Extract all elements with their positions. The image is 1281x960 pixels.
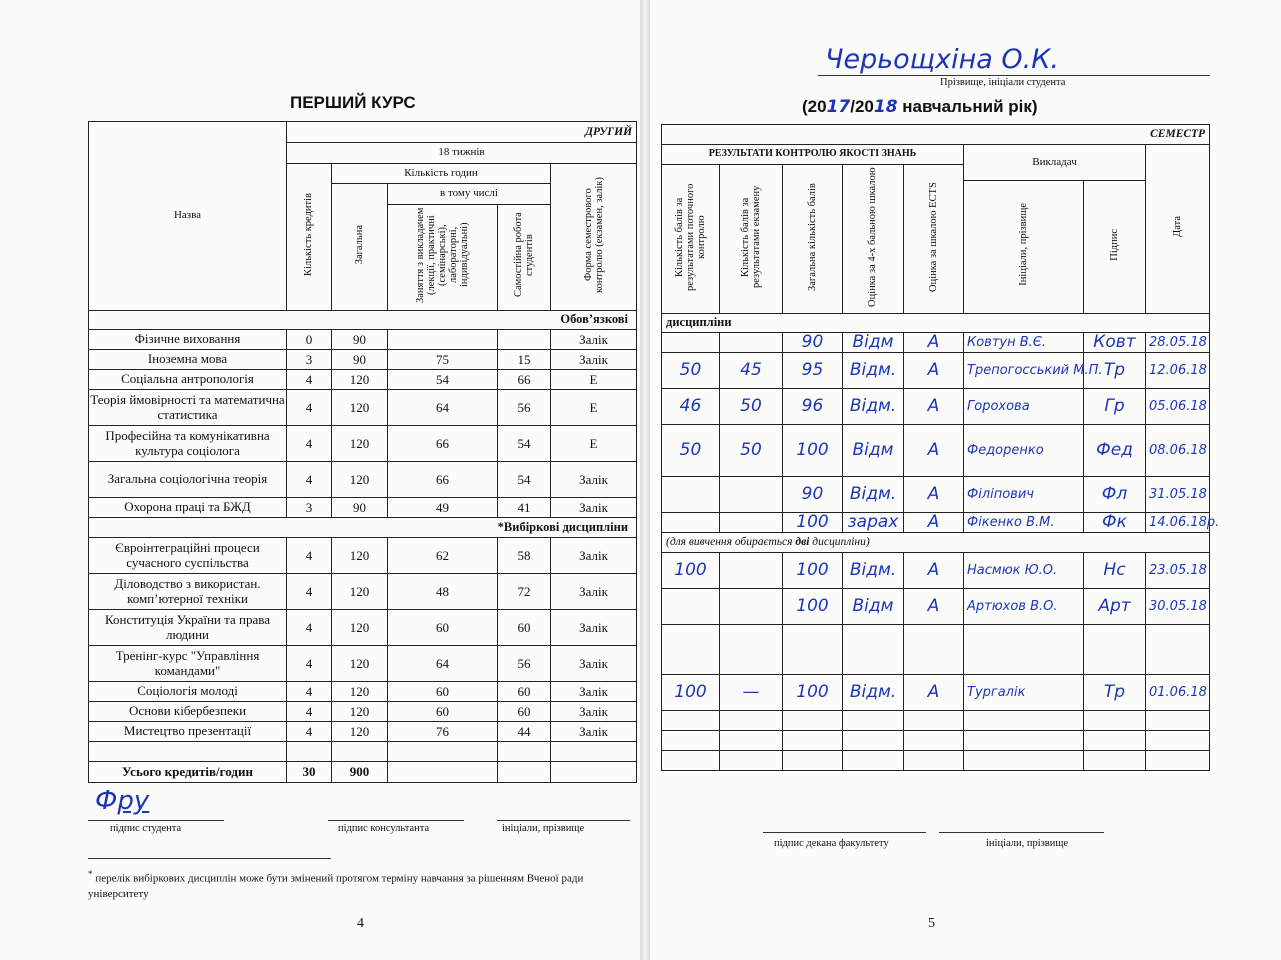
self-work-header: Самостійна робота студентів xyxy=(512,212,535,298)
results-row xyxy=(662,553,1210,589)
elective-note-a: (для вивчення обирається xyxy=(666,536,796,549)
results-row xyxy=(662,751,1210,771)
total-points-cell: 95 xyxy=(783,353,843,389)
signature-line-dean xyxy=(763,832,926,833)
current-points-cell: 100 xyxy=(662,553,720,589)
page-number-right: 5 xyxy=(928,916,935,931)
signature-line-consultant xyxy=(328,820,464,821)
classes-hours-cell xyxy=(388,330,498,350)
total-points-cell: 90 xyxy=(783,333,843,353)
self-work-cell: 44 xyxy=(498,722,551,742)
results-row xyxy=(662,513,1210,533)
results-row xyxy=(662,675,1210,711)
subject-name: Іноземна мова xyxy=(89,350,287,370)
control-form-cell: Залік xyxy=(551,722,637,742)
total-hours-cell: 120 xyxy=(332,646,388,682)
teacher-name-cell: Філіпович xyxy=(964,477,1084,513)
teacher-name-cell: Федоренко xyxy=(964,425,1084,477)
year-end: 18 xyxy=(873,97,898,117)
date-cell xyxy=(1146,731,1210,751)
classes-hours-cell: 66 xyxy=(388,462,498,498)
date-cell: 14.06.18р. xyxy=(1146,513,1210,533)
self-work-cell: 60 xyxy=(498,682,551,702)
control-form-header: Форма семестрового контролю (екзамен, залік) xyxy=(582,176,605,293)
teacher-name-cell: Горохова xyxy=(964,389,1084,425)
results-row xyxy=(662,625,1210,675)
date-cell xyxy=(1146,625,1210,675)
ects-cell: А xyxy=(904,425,964,477)
signature-cell: Фед xyxy=(1084,425,1146,477)
total-points-cell: 100 xyxy=(783,553,843,589)
total-points-cell: 100 xyxy=(783,513,843,533)
subject-name: Конституція України та права людини xyxy=(89,610,287,646)
classes-header: Заняття з викладачем (лекції, практичні (семінарські), лабораторні, індивідуальні) xyxy=(414,207,471,303)
total-hours-cell: 90 xyxy=(332,330,388,350)
grade-cell xyxy=(843,625,904,675)
ects-cell: А xyxy=(904,675,964,711)
teacher-name-cell: Ковтун В.Є. xyxy=(964,333,1084,353)
student-name-caption: Прізвище, ініціали студента xyxy=(940,77,1066,88)
credits-cell: 4 xyxy=(287,702,332,722)
curriculum-row xyxy=(89,350,637,370)
curriculum-row xyxy=(89,462,637,498)
course-title: ПЕРШИЙ КУРС xyxy=(290,93,416,112)
teacher-name-cell xyxy=(964,711,1084,731)
hours-header: Кількість годин xyxy=(332,164,551,184)
exam-points-cell xyxy=(720,625,783,675)
current-points-cell xyxy=(662,333,720,353)
classes-hours-cell: 54 xyxy=(388,370,498,390)
results-row xyxy=(662,731,1210,751)
grade-cell: Відм. xyxy=(843,675,904,711)
caption-initials: ініціали, прізвище xyxy=(502,823,585,834)
grade-cell xyxy=(843,751,904,771)
curriculum-table xyxy=(88,121,637,783)
signature-line-dean-initials xyxy=(939,832,1104,833)
ects-cell xyxy=(904,731,964,751)
elective-note-c: дисципліни) xyxy=(809,536,870,549)
total-points-cell: 100 xyxy=(783,589,843,625)
current-points-cell xyxy=(662,751,720,771)
results-table xyxy=(661,124,1220,771)
ects-cell xyxy=(904,751,964,771)
results-row xyxy=(662,589,1210,625)
grade-cell: Відм xyxy=(843,589,904,625)
subject-name: Мистецтво презентації xyxy=(89,722,287,742)
caption-student: підпис студента xyxy=(110,823,182,834)
date-cell: 30.05.18 xyxy=(1146,589,1210,625)
curriculum-row xyxy=(89,498,637,518)
self-work-cell: 54 xyxy=(498,462,551,498)
curriculum-row xyxy=(89,390,637,426)
total-hours-cell: 120 xyxy=(332,462,388,498)
subject-name: Соціологія молоді xyxy=(89,682,287,702)
credits-cell: 4 xyxy=(287,426,332,462)
current-points-cell: 50 xyxy=(662,425,720,477)
student-name: Черьощхіна О.К. xyxy=(825,44,1059,75)
caption-dean: підпис декана факультету xyxy=(774,838,889,849)
ects-cell: А xyxy=(904,477,964,513)
credits-cell: 4 xyxy=(287,610,332,646)
date-cell: 08.06.18 xyxy=(1146,425,1210,477)
teacher-name-cell: Артюхов В.О. xyxy=(964,589,1084,625)
grade-cell: Відм xyxy=(843,333,904,353)
right-page xyxy=(650,0,1281,960)
date-cell: 05.06.18 xyxy=(1146,389,1210,425)
exam-points-cell xyxy=(720,553,783,589)
grade-cell: Відм xyxy=(843,425,904,477)
signature-cell xyxy=(1084,625,1146,675)
student-signature: Фру xyxy=(95,786,150,816)
control-form-cell: Залік xyxy=(551,498,637,518)
classes-hours-cell: 48 xyxy=(388,574,498,610)
classes-hours-cell: 64 xyxy=(388,390,498,426)
current-points-cell xyxy=(662,711,720,731)
credits-cell: 4 xyxy=(287,646,332,682)
self-work-cell: 60 xyxy=(498,610,551,646)
control-form-cell: Залік xyxy=(551,574,637,610)
credits-cell: 4 xyxy=(287,682,332,702)
self-work-cell: 56 xyxy=(498,646,551,682)
signature-header: Підпис xyxy=(1108,228,1120,261)
curriculum-row xyxy=(89,574,637,610)
credits-cell: 0 xyxy=(287,330,332,350)
signature-cell xyxy=(1084,731,1146,751)
curriculum-row xyxy=(89,426,637,462)
curriculum-row xyxy=(89,610,637,646)
current-points-cell xyxy=(662,625,720,675)
teacher-name-cell xyxy=(964,731,1084,751)
total-hours-cell: 120 xyxy=(332,370,388,390)
totals-label: Усього кредитів/годин xyxy=(89,762,287,783)
credits-cell: 4 xyxy=(287,538,332,574)
current-points-cell: 46 xyxy=(662,389,720,425)
total-hours-cell: 120 xyxy=(332,682,388,702)
total-hours-cell: 90 xyxy=(332,350,388,370)
total-hours-cell: 120 xyxy=(332,722,388,742)
total-points-cell: 96 xyxy=(783,389,843,425)
ects-cell: А xyxy=(904,389,964,425)
ects-header: Оцінка за шкалою ECTS xyxy=(927,181,939,292)
including-header: в тому числі xyxy=(388,184,551,205)
exam-points-cell xyxy=(720,711,783,731)
control-form-cell: Залік xyxy=(551,702,637,722)
subject-name: Теорія ймовірності та математична статистика xyxy=(89,390,287,426)
date-cell: 12.06.18 xyxy=(1146,353,1210,389)
date-cell: 23.05.18 xyxy=(1146,553,1210,589)
total-points-header: Загальна кількість балів xyxy=(806,182,818,291)
date-header: Дата xyxy=(1172,216,1184,238)
classes-hours-cell: 75 xyxy=(388,350,498,370)
credits-cell: 3 xyxy=(287,498,332,518)
signature-cell: Тр xyxy=(1084,353,1146,389)
teacher-name-cell: Трепогосський М.П. xyxy=(964,353,1084,389)
classes-hours-cell: 60 xyxy=(388,682,498,702)
grade-cell: Відм. xyxy=(843,553,904,589)
classes-hours-cell: 49 xyxy=(388,498,498,518)
footnote xyxy=(88,868,633,902)
section-label-right: дисципліни xyxy=(662,314,1210,333)
elective-note xyxy=(662,533,1210,553)
footnote-mark: * xyxy=(88,869,93,879)
total-points-cell xyxy=(783,711,843,731)
exam-points-header: Кількість балів за результатами екзамену xyxy=(739,185,762,288)
curriculum-row xyxy=(89,370,637,390)
self-work-cell xyxy=(498,330,551,350)
teacher-name-cell: Тургалік xyxy=(964,675,1084,711)
classes-hours-cell: 62 xyxy=(388,538,498,574)
total-points-cell xyxy=(783,731,843,751)
subject-name: Тренінг-курс "Управління командами" xyxy=(89,646,287,682)
elective-note-b: дві xyxy=(795,536,810,549)
year-start: 17 xyxy=(826,97,851,117)
subject-name: Професійна та комунікативна культура соціолога xyxy=(89,426,287,462)
current-points-cell xyxy=(662,513,720,533)
curriculum-row xyxy=(89,682,637,702)
semester-label-right: СЕМЕСТР xyxy=(662,125,1210,145)
current-points-cell xyxy=(662,477,720,513)
exam-points-cell: — xyxy=(720,675,783,711)
curriculum-row xyxy=(89,538,637,574)
year-suffix: навчальний рік) xyxy=(897,97,1038,116)
curriculum-row xyxy=(89,330,637,350)
results-row xyxy=(662,477,1210,513)
self-work-cell: 56 xyxy=(498,390,551,426)
subject-name: Фізичне виховання xyxy=(89,330,287,350)
curriculum-row xyxy=(89,646,637,682)
year-prefix: (20 xyxy=(802,97,827,116)
control-form-cell: Залік xyxy=(551,538,637,574)
self-work-cell: 60 xyxy=(498,702,551,722)
credits-header: Кількість кредитів xyxy=(303,193,315,277)
exam-points-cell xyxy=(720,477,783,513)
credits-cell: 3 xyxy=(287,350,332,370)
total-hours-cell: 120 xyxy=(332,390,388,426)
total-points-cell: 100 xyxy=(783,425,843,477)
caption-consultant: підпис консультанта xyxy=(338,823,430,834)
classes-hours-cell: 64 xyxy=(388,646,498,682)
exam-points-cell xyxy=(720,731,783,751)
subject-name: Охорона праці та БЖД xyxy=(89,498,287,518)
subject-name: Загальна соціологічна теорія xyxy=(89,462,287,498)
total-hours-cell: 120 xyxy=(332,538,388,574)
current-points-cell: 100 xyxy=(662,675,720,711)
semester-label: ДРУГИЙ xyxy=(287,122,637,143)
grade4-header: Оцінка за 4-х бальною шкалою xyxy=(867,166,879,307)
total-hours-header: Загальна xyxy=(353,224,365,265)
current-points-cell: 50 xyxy=(662,353,720,389)
totals-hours: 900 xyxy=(332,762,388,783)
date-cell xyxy=(1146,711,1210,731)
total-points-cell xyxy=(783,625,843,675)
self-work-cell: 58 xyxy=(498,538,551,574)
total-hours-cell: 90 xyxy=(332,498,388,518)
exam-points-cell: 45 xyxy=(720,353,783,389)
name-header: Назва xyxy=(89,122,287,311)
curriculum-row xyxy=(89,722,637,742)
teacher-name-cell: Фікенко В.М. xyxy=(964,513,1084,533)
credits-cell: 4 xyxy=(287,462,332,498)
signature-cell: Арт xyxy=(1084,589,1146,625)
signature-cell: Фк xyxy=(1084,513,1146,533)
subject-name: Соціальна антропологія xyxy=(89,370,287,390)
control-form-cell: Е xyxy=(551,370,637,390)
total-hours-cell: 120 xyxy=(332,574,388,610)
self-work-cell: 15 xyxy=(498,350,551,370)
ects-cell: А xyxy=(904,513,964,533)
section-mandatory: Обов’язкові xyxy=(89,311,637,330)
self-work-cell: 72 xyxy=(498,574,551,610)
section-elective: *Вибіркові дисципліни xyxy=(89,518,637,538)
ects-cell: А xyxy=(904,589,964,625)
date-cell: 28.05.18 xyxy=(1146,333,1210,353)
teacher-name-cell: Насмюк Ю.О. xyxy=(964,553,1084,589)
date-cell: 01.06.18 xyxy=(1146,675,1210,711)
self-work-cell: 54 xyxy=(498,426,551,462)
results-row xyxy=(662,389,1210,425)
credits-cell: 4 xyxy=(287,390,332,426)
signature-cell: Фл xyxy=(1084,477,1146,513)
teacher-name-cell xyxy=(964,751,1084,771)
exam-points-cell xyxy=(720,751,783,771)
results-header: РЕЗУЛЬТАТИ КОНТРОЛЮ ЯКОСТІ ЗНАНЬ xyxy=(662,145,964,165)
control-form-cell: Залік xyxy=(551,646,637,682)
grade-cell xyxy=(843,731,904,751)
control-form-cell: Е xyxy=(551,390,637,426)
grade-cell: Відм. xyxy=(843,389,904,425)
academic-year xyxy=(802,97,1038,117)
classes-hours-cell: 66 xyxy=(388,426,498,462)
exam-points-cell: 50 xyxy=(720,389,783,425)
signature-line-initials xyxy=(497,820,630,821)
classes-hours-cell: 60 xyxy=(388,702,498,722)
results-row xyxy=(662,711,1210,731)
control-form-cell: Е xyxy=(551,426,637,462)
total-points-cell: 100 xyxy=(783,675,843,711)
signature-cell: Гр xyxy=(1084,389,1146,425)
current-points-cell xyxy=(662,589,720,625)
signature-cell: Нс xyxy=(1084,553,1146,589)
grade-cell: Відм. xyxy=(843,353,904,389)
signature-cell xyxy=(1084,711,1146,731)
total-points-cell: 90 xyxy=(783,477,843,513)
date-cell: 31.05.18 xyxy=(1146,477,1210,513)
ects-cell xyxy=(904,625,964,675)
classes-hours-cell: 76 xyxy=(388,722,498,742)
self-work-cell: 66 xyxy=(498,370,551,390)
credits-cell: 4 xyxy=(287,574,332,610)
control-form-cell: Залік xyxy=(551,610,637,646)
credits-cell: 4 xyxy=(287,370,332,390)
year-mid: /20 xyxy=(850,97,874,116)
date-cell xyxy=(1146,751,1210,771)
teacher-name-header: Ініціали, прізвище xyxy=(1017,203,1029,286)
subject-name: Євроінтеграційні процеси сучасного суспільства xyxy=(89,538,287,574)
results-row xyxy=(662,425,1210,477)
page-number-left: 4 xyxy=(357,916,364,931)
current-points-header: Кількість балів за результатами поточного контролю xyxy=(673,182,707,291)
signature-cell: Тр xyxy=(1084,675,1146,711)
control-form-cell: Залік xyxy=(551,682,637,702)
exam-points-cell xyxy=(720,513,783,533)
results-row xyxy=(662,333,1210,353)
grade-cell: зарах xyxy=(843,513,904,533)
exam-points-cell xyxy=(720,589,783,625)
control-form-cell: Залік xyxy=(551,330,637,350)
exam-points-cell: 50 xyxy=(720,425,783,477)
results-row xyxy=(662,353,1210,389)
signature-cell xyxy=(1084,751,1146,771)
control-form-cell: Залік xyxy=(551,350,637,370)
weeks-header: 18 тижнів xyxy=(287,143,637,164)
total-hours-cell: 120 xyxy=(332,610,388,646)
footnote-text: перелік вибіркових дисциплін може бути змінений протягом терміну навчання за рішенням Вченої ради університету xyxy=(88,872,584,901)
current-points-cell xyxy=(662,731,720,751)
subject-name: Основи кібербезпеки xyxy=(89,702,287,722)
credits-cell: 4 xyxy=(287,722,332,742)
total-hours-cell: 120 xyxy=(332,426,388,462)
teacher-header: Викладач xyxy=(964,145,1146,181)
totals-credits: 30 xyxy=(287,762,332,783)
student-name-line xyxy=(818,75,1210,76)
subject-name: Діловодство з використан. комп’ютерної техніки xyxy=(89,574,287,610)
signature-cell: Ковт xyxy=(1084,333,1146,353)
footnote-rule xyxy=(88,858,331,859)
curriculum-row xyxy=(89,702,637,722)
control-form-cell: Залік xyxy=(551,462,637,498)
grade-cell xyxy=(843,711,904,731)
self-work-cell: 41 xyxy=(498,498,551,518)
signature-line-student xyxy=(88,820,224,821)
ects-cell: А xyxy=(904,553,964,589)
grade-cell: Відм. xyxy=(843,477,904,513)
total-hours-cell: 120 xyxy=(332,702,388,722)
teacher-name-cell xyxy=(964,625,1084,675)
ects-cell: А xyxy=(904,333,964,353)
ects-cell xyxy=(904,711,964,731)
classes-hours-cell: 60 xyxy=(388,610,498,646)
caption-dean-initials: ініціали, прізвище xyxy=(986,838,1069,849)
exam-points-cell xyxy=(720,333,783,353)
ects-cell: А xyxy=(904,353,964,389)
total-points-cell xyxy=(783,751,843,771)
